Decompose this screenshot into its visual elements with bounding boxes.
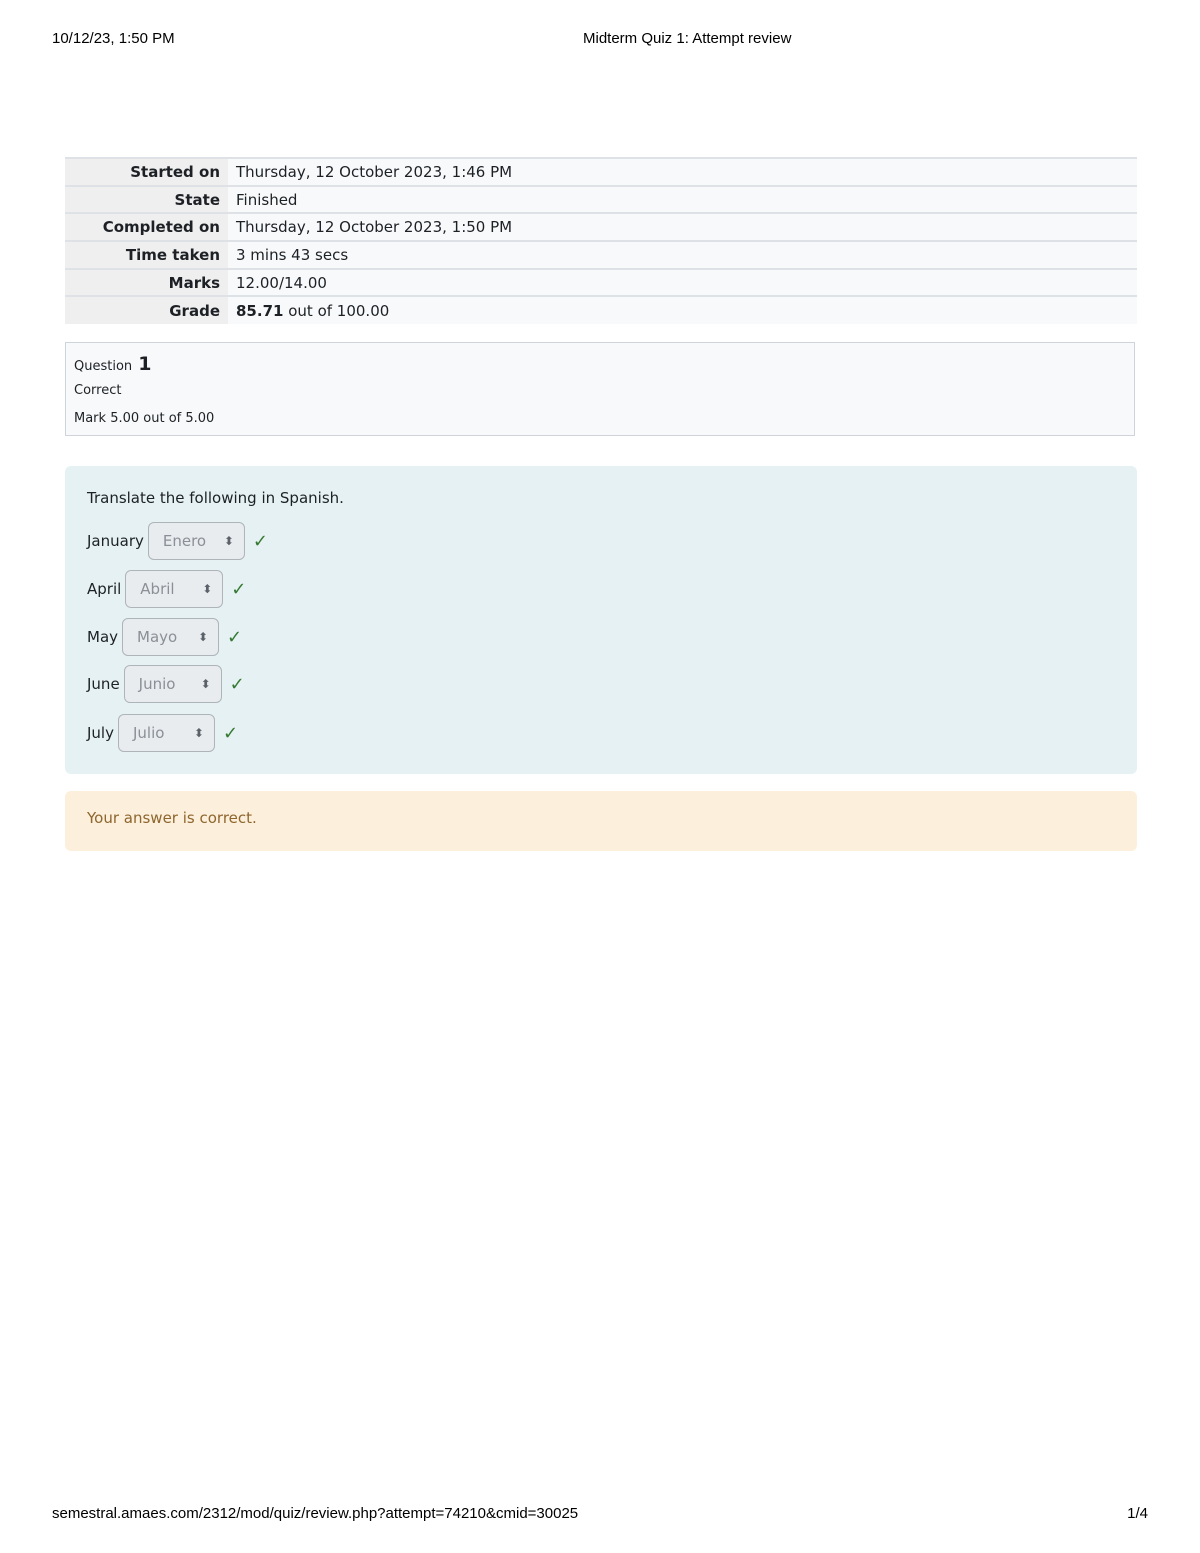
question-number-value: 1: [138, 353, 152, 375]
sort-arrows-icon: ⬍: [202, 582, 213, 596]
summary-label: Marks: [65, 269, 228, 297]
answer-select-value: Julio: [132, 724, 165, 742]
grade-suffix: out of 100.00: [288, 301, 390, 320]
answer-select-value: Enero: [162, 532, 207, 550]
summary-row-grade: [65, 296, 1137, 324]
print-footer: [52, 1505, 1148, 1525]
match-row: [87, 617, 242, 657]
summary-row: [65, 186, 1137, 214]
check-icon: ✓: [252, 530, 268, 552]
page-url: semestral.amaes.com/2312/mod/quiz/review.php?attempt=74210&cmid=30025: [52, 1505, 579, 1522]
grade-value: [228, 296, 1137, 324]
summary-row: [65, 241, 1137, 269]
summary-label: State: [65, 186, 228, 214]
question-prompt: Translate the following in Spanish.: [87, 489, 344, 507]
summary-label: Started on: [65, 158, 228, 186]
summary-row: [65, 269, 1137, 297]
summary-value: Thursday, 12 October 2023, 1:50 PM: [228, 213, 1137, 241]
question-number: [74, 353, 152, 375]
answer-select[interactable]: [148, 522, 245, 560]
answer-select-value: Junio: [138, 675, 176, 693]
check-icon: ✓: [222, 722, 239, 744]
summary-value: 12.00/14.00: [228, 269, 1137, 297]
match-row: [87, 521, 268, 561]
answer-select[interactable]: [124, 665, 222, 703]
summary-value: Thursday, 12 October 2023, 1:46 PM: [228, 158, 1137, 186]
question-state: Correct: [74, 383, 122, 398]
sort-arrows-icon: ⬍: [200, 677, 211, 691]
answer-select[interactable]: [118, 714, 215, 752]
check-icon: ✓: [231, 578, 247, 600]
question-mark: Mark 5.00 out of 5.00: [74, 411, 215, 426]
print-title: Midterm Quiz 1: Attempt review: [583, 30, 792, 47]
summary-value: Finished: [228, 186, 1137, 214]
feedback-text: Your answer is correct.: [87, 809, 257, 827]
check-icon: ✓: [227, 626, 243, 648]
summary-value: 3 mins 43 secs: [228, 241, 1137, 269]
summary-label: Time taken: [65, 241, 228, 269]
match-row: [87, 664, 245, 704]
print-header: [52, 30, 1148, 50]
feedback-box: [65, 791, 1137, 851]
match-label: May: [87, 628, 119, 646]
sort-arrows-icon: ⬍: [223, 534, 234, 548]
question-label: Question: [74, 359, 133, 374]
match-label: January: [87, 532, 144, 550]
match-label: July: [87, 724, 114, 742]
print-date: 10/12/23, 1:50 PM: [52, 30, 175, 47]
question-formulation: [65, 466, 1137, 774]
summary-label: Completed on: [65, 213, 228, 241]
grade-label: Grade: [65, 296, 228, 324]
match-row: [87, 569, 246, 609]
answer-select[interactable]: [122, 618, 219, 656]
answer-select-value: Mayo: [137, 628, 178, 646]
sort-arrows-icon: ⬍: [193, 726, 204, 740]
attempt-summary-table: [65, 157, 1137, 324]
match-row: [87, 713, 238, 753]
match-label: June: [87, 675, 120, 693]
question-info-box: [65, 342, 1135, 436]
summary-row: [65, 158, 1137, 186]
summary-row: [65, 213, 1137, 241]
match-label: April: [87, 580, 122, 598]
page-counter: 1/4: [1127, 1505, 1148, 1522]
grade-score: 85.71: [236, 301, 284, 320]
answer-select-value: Abril: [140, 580, 175, 598]
answer-select[interactable]: [125, 570, 223, 608]
check-icon: ✓: [229, 673, 245, 695]
sort-arrows-icon: ⬍: [197, 630, 209, 644]
